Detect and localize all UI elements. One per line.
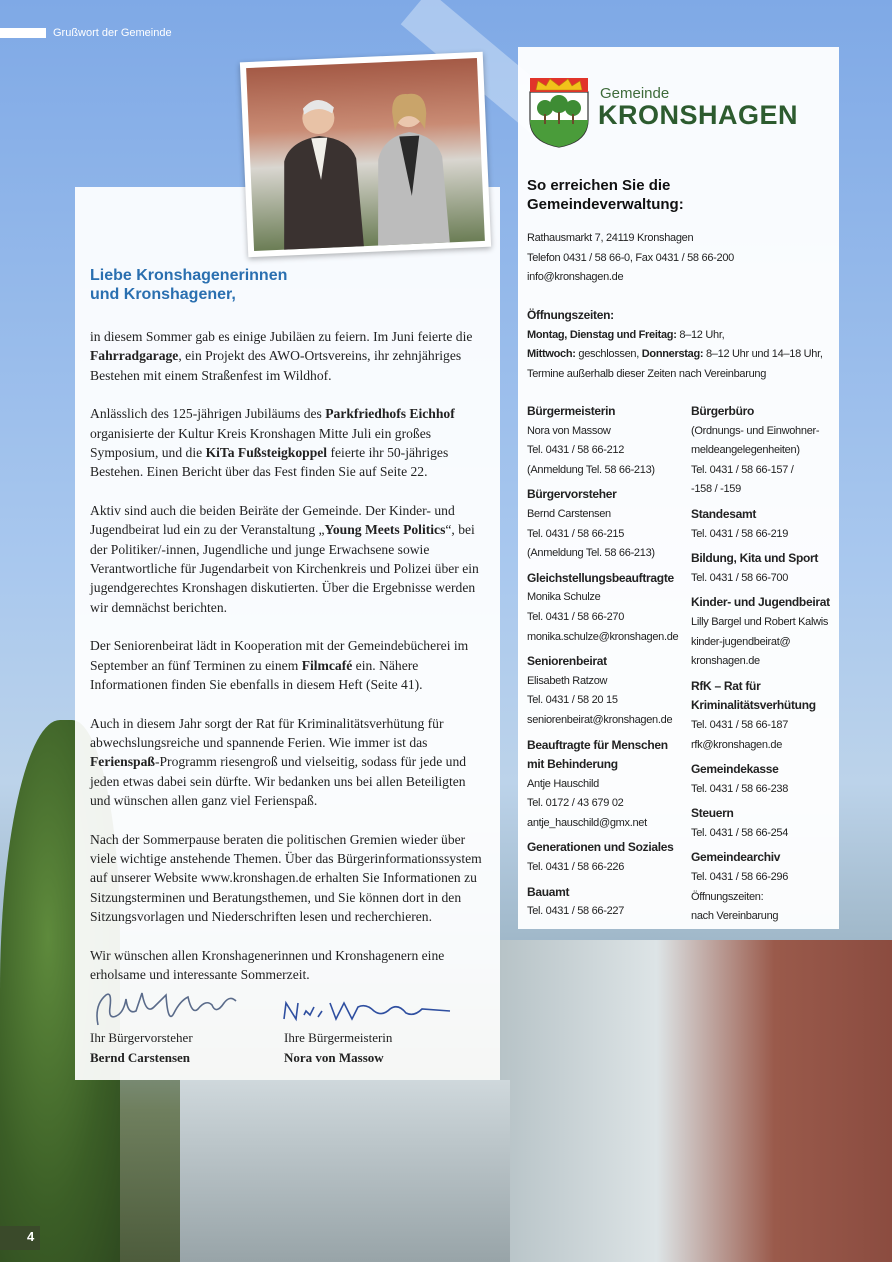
contact-entry-line: (Anmeldung Tel. 58 66-213) <box>527 547 655 560</box>
paragraph: Auch in diesem Jahr sorgt der Rat für Kriminalitätsverhütung für abwechslungsreiche und spannende Ferien. Wie immer ist das Ferienspaß-Programm riesengroß und vielseitig, sodass für jede und jeden etwas dabei sein dürfte. Wir bedanken uns bei allen Beteiligten und wünschen allen ganz viel Ferienspaß. <box>90 715 467 809</box>
signer-name: Nora von Massow <box>284 1050 384 1065</box>
contact-entry-line: Tel. 0431 / 58 66-254 <box>691 826 789 839</box>
header-bar <box>0 28 46 38</box>
contact-entry-line: Bernd Carstensen <box>527 507 611 520</box>
contact-entry <box>691 848 836 926</box>
contact-email[interactable]: seniorenbeirat@kronshagen.de <box>527 713 673 726</box>
signer-role: Ihre Bürgermeisterin <box>284 1030 393 1045</box>
signer-name: Bernd Carstensen <box>90 1050 191 1065</box>
paragraph: Der Seniorenbeirat lädt in Kooperation mit der Gemeindebücherei im September an fünf Terminen zu einem Filmcafé ein. Nähere Informationen finden Sie ebenfalls in diesem Heft (Seite 41). <box>90 638 469 693</box>
contact-entry <box>691 549 836 588</box>
greeting-line: und Kronshagener, <box>90 286 236 303</box>
portrait-photo <box>240 52 491 257</box>
contact-title-line: So erreichen Sie die <box>527 177 671 194</box>
signer-role: Ihr Bürgervorsteher <box>90 1030 193 1045</box>
contact-entry-line: Antje Hauschild <box>527 777 599 790</box>
contact-entry-line: Tel. 0431 / 58 66-238 <box>691 782 789 795</box>
person-woman <box>367 84 464 248</box>
contact-entry-line: Tel. 0172 / 43 679 02 <box>527 797 624 810</box>
contact-entry-line: Elisabeth Ratzow <box>527 674 608 687</box>
contact-email[interactable]: kinder-jugendbeirat@ <box>691 635 791 648</box>
logo-text-big: KRONSHAGEN <box>598 100 799 130</box>
contact-entry-line: Tel. 0431 / 58 66-296 <box>691 871 789 884</box>
contact-entry-line: Tel. 0431 / 58 66-215 <box>527 527 625 540</box>
contact-entry-line: Tel. 0431 / 58 66-270 <box>527 610 625 623</box>
letter-greeting <box>90 266 287 304</box>
signer-left <box>90 1028 193 1068</box>
contact-email[interactable]: rfk@kronshagen.de <box>691 738 783 751</box>
contact-entry-heading: Bürgermeisterin <box>527 404 616 418</box>
coat-of-arms-logo <box>528 76 590 148</box>
town-hall-image <box>500 940 892 1262</box>
contact-entry-heading: Generationen und Soziales <box>527 840 674 855</box>
contact-entry <box>527 736 677 834</box>
contact-entry-line: Tel. 0431 / 58 66-212 <box>527 444 625 457</box>
hours-line: Montag, Dienstag und Freitag: 8–12 Uhr, <box>527 328 725 341</box>
greeting-line: Liebe Kronshagenerinnen <box>90 267 288 284</box>
signature-right <box>282 997 457 1025</box>
contact-entry <box>691 593 836 671</box>
contact-entry-line: Tel. 0431 / 58 66-226 <box>527 861 625 874</box>
contact-entry-heading: Bürgervorsteher <box>527 487 617 502</box>
hours-title: Öffnungszeiten: <box>527 308 614 322</box>
contact-entry <box>527 569 677 647</box>
contact-entry-line: Tel. 0431 / 58 66-700 <box>691 571 789 584</box>
contact-entry-heading: Seniorenbeirat <box>527 654 607 669</box>
logo-text-small: Gemeinde <box>600 85 670 102</box>
contact-entry-heading: Bürgerbüro <box>691 404 755 418</box>
contact-entry <box>527 485 677 563</box>
contact-entry <box>691 505 836 544</box>
contact-entry-heading: Bildung, Kita und Sport <box>691 551 819 566</box>
phone: Telefon 0431 / 58 66-0, Fax 0431 / 58 66-200 <box>527 251 734 264</box>
contact-entry-line: Tel. 0431 / 58 66-157 / <box>691 463 794 476</box>
contact-entry-line: Tel. 0431 / 58 20 15 <box>527 694 618 707</box>
person-man <box>267 88 364 251</box>
signer-right <box>284 1028 392 1068</box>
contact-email[interactable]: monika.schulze@kronshagen.de <box>527 630 679 643</box>
contact-entry <box>527 838 677 877</box>
page-number-box <box>0 1226 40 1250</box>
contact-entry-heading: Gemeindearchiv <box>691 850 781 865</box>
contact-entry-line: kronshagen.de <box>691 655 760 668</box>
contact-entry-line: -158 / -159 <box>691 483 741 496</box>
contact-entry <box>691 804 836 843</box>
address: Rathausmarkt 7, 24119 Kronshagen <box>527 232 694 244</box>
contact-entry <box>527 883 677 922</box>
contact-entry-line: Nora von Massow <box>527 424 611 437</box>
town-hall-entrance-image <box>180 1080 510 1262</box>
contact-entry-line: Tel. 0431 / 58 66-187 <box>691 718 789 731</box>
paragraph: Nach der Sommerpause beraten die politischen Gremien wieder über viele wichtige anstehende Themen. Über das Bürgerinformationssystem auf unserer Website www.kronshagen.de erhalten Sie Informationen zu Sitzungsterminen und Beratungsthemen, und Sie können dort in den Sitzungsvorlagen und Niederschriften lesen und recherchieren. <box>90 831 482 925</box>
contact-address-block <box>527 229 734 288</box>
contact-entry-heading: Gleichstellungsbeauftragte <box>527 570 674 585</box>
opening-hours <box>527 306 823 384</box>
contact-entry <box>691 677 836 755</box>
paragraph: Aktiv sind auch die beiden Beiräte der Gemeinde. Der Kinder- und Jugendbeirat lud ein zu der Veranstaltung „Young Meets Politics“, bei der Politiker/-innen, Jugendliche und junge Erwachsene sowie Verantwortliche für Jugendarbeit von Kirchenkreis und Polizei über ein jugendgerechtes Kronshagen diskutierten. Über die Ergebnisse werden wir demnächst berichten. <box>90 502 479 615</box>
hours-line: Mittwoch: geschlossen, Donnerstag: 8–12 Uhr und 14–18 Uhr, <box>527 348 823 361</box>
paragraph: in diesem Sommer gab es einige Jubiläen zu feiern. Im Juni feierte die Fahrradgarage, ein Projekt des AWO-Ortsvereins, ihr zehnjähriges Bestehen mit einem Straßenfest im Wildhof. <box>90 329 473 383</box>
section-header: Grußwort der Gemeinde <box>53 27 172 39</box>
contact-email[interactable]: antje_hauschild@gmx.net <box>527 816 647 829</box>
contact-entry-heading: Beauftragte für Menschen mit Behinderung <box>527 737 668 772</box>
letter-body <box>90 327 488 1003</box>
contact-entry <box>527 402 677 480</box>
contact-title-line: Gemeindeverwaltung: <box>527 196 684 213</box>
contact-entry-line: Tel. 0431 / 58 66-227 <box>527 905 625 918</box>
paragraph: Wir wünschen allen Kronshagenerinnen und Kronshagenern eine erholsame und interessante Sommerzeit. <box>90 947 445 982</box>
contact-entry-heading: Standesamt <box>691 506 757 521</box>
contact-entry-line: Öffnungszeiten: <box>691 890 764 903</box>
contact-entry <box>691 402 836 500</box>
contact-entry-line: Lilly Bargel und Robert Kalwis <box>691 615 829 628</box>
contact-entry <box>691 760 836 799</box>
contact-column-left <box>527 402 677 927</box>
contact-entry <box>527 652 677 730</box>
contact-entry-heading: Bauamt <box>527 884 570 899</box>
email-link[interactable]: info@kronshagen.de <box>527 271 624 284</box>
contact-entry-line: Monika Schulze <box>527 591 601 604</box>
contact-entry-line: (Anmeldung Tel. 58 66-213) <box>527 463 655 476</box>
contact-entry-line: nach Vereinbarung <box>691 910 779 923</box>
contact-title <box>527 176 684 214</box>
contact-entry-heading: Kinder- und Jugendbeirat <box>691 595 830 610</box>
contact-entry-line: meldeangelegenheiten) <box>691 444 800 457</box>
paragraph: Anlässlich des 125-jährigen Jubiläums des Parkfriedhofs Eichhof organisierte der Kultur Kreis Kronshagen Mitte Juli ein großes Symposium, und die KiTa Fußsteigkoppel feierte ihr 50-jähriges Bestehen. Einen Bericht über das Fest finden Sie auf Seite 22. <box>90 406 455 480</box>
contact-entry-heading: Gemeindekasse <box>691 762 779 777</box>
hours-line: Termine außerhalb dieser Zeiten nach Vereinbarung <box>527 367 767 380</box>
contact-entry-heading: RfK – Rat für Kriminalitätsverhütung <box>691 678 816 713</box>
contact-entry-line: Tel. 0431 / 58 66-219 <box>691 527 789 540</box>
contact-column-right <box>691 402 836 932</box>
contact-entry-line: (Ordnungs- und Einwohner- <box>691 424 820 437</box>
contact-entry-heading: Steuern <box>691 806 734 821</box>
page-number: 4 <box>27 1229 35 1244</box>
